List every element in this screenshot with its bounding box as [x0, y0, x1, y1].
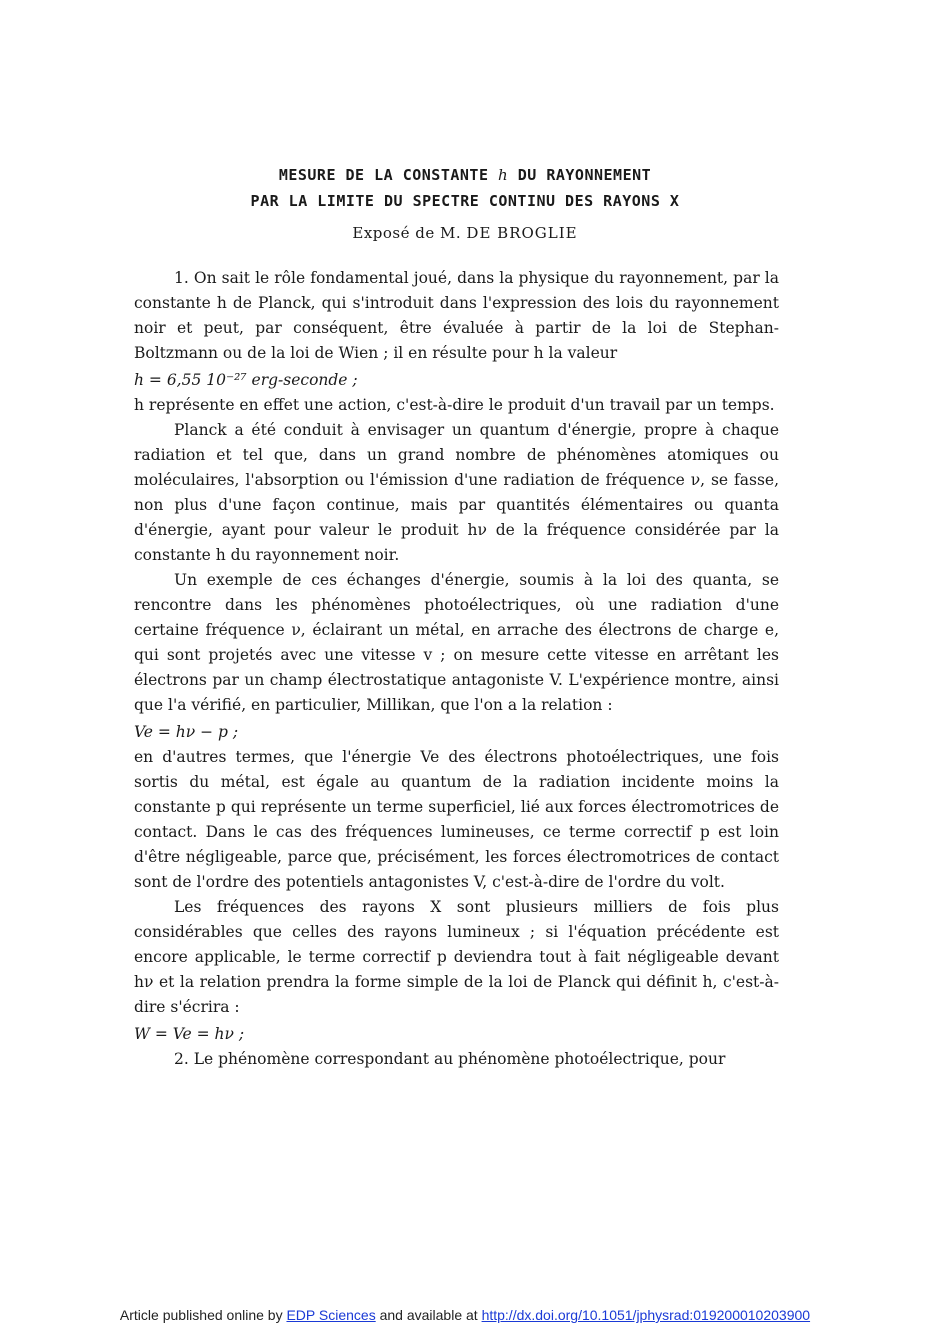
paragraph-5: en d'autres termes, que l'énergie Ve des électrons photoélectriques, une fois sortis du métal, est égale au quantum de la radiation incidente moins la constante p qui représente un terme superficiel, lié aux forces électromotrices de contact. Dans le cas des fréquences lumineuses, ce terme correctif p est loin d'être négligeable, parce que, précisément, les forces électromotrices de contact sont de l'ordre des potentiels antagonistes V, c'est-à-dire de l'ordre du volt.: [134, 748, 779, 891]
author-line: [0, 224, 930, 242]
title-text-part-a: MESURE DE LA CONSTANTE: [278, 166, 499, 184]
publisher-link[interactable]: EDP Sciences: [286, 1307, 376, 1323]
paragraph-6: Les fréquences des rayons X sont plusieurs milliers de fois plus considérables que celles des rayons lumineux ; si l'équation précédente est encore applicable, le terme correctif p deviendra tout à fait négligeable devant hν et la relation prendra la forme simple de la loi de Planck qui définit h, c'est-à-dire s'écrira :: [134, 898, 779, 1016]
paragraph-3: Planck a été conduit à envisager un quantum d'énergie, propre à chaque radiation et tel que, dans un grand nombre de phénomènes atomiques ou moléculaires, l'absorption ou l'émission d'une radiation de fréquence ν, se fasse, non plus d'une façon continue, mais par quantités élémentaires ou quanta d'énergie, ayant pour valeur le produit hν de la fréquence considérée par la constante h du rayonnement noir.: [134, 421, 779, 564]
title-text-part-b: DU RAYONNEMENT: [508, 166, 652, 184]
paragraph-4: Un exemple de ces échanges d'énergie, soumis à la loi des quanta, se rencontre dans les phénomènes photoélectriques, où une radiation d'une certaine fréquence ν, éclairant un métal, en arrache des électrons de charge e, qui sont projetés avec une vitesse v ; on mesure cette vitesse en arrêtant les électrons par un champ électrostatique antagoniste V. L'expérience montre, ainsi que l'a vérifié, en particulier, Millikan, que l'on a la relation :: [134, 571, 779, 714]
equation-planck-constant: h = 6,55 10⁻²⁷ erg-seconde ;: [134, 371, 358, 389]
article-title-line-1: [0, 166, 930, 184]
author-name: DE BROGLIE: [466, 224, 578, 242]
equation-planck-law: W = Ve = hν ;: [134, 1025, 245, 1043]
article-title-line-2: PAR LA LIMITE DU SPECTRE CONTINU DES RAYONS X: [250, 192, 680, 210]
equation-photoelectric: Ve = hν − p ;: [134, 723, 239, 741]
footer-text-available: and available at: [375, 1307, 482, 1323]
paragraph-7: 2. Le phénomène correspondant au phénomène photoélectrique, pour: [174, 1050, 726, 1068]
title-symbol-h: h: [498, 166, 509, 184]
doi-link[interactable]: http://dx.doi.org/10.1051/jphysrad:019200010203900: [481, 1307, 811, 1323]
paragraph-2: h représente en effet une action, c'est-à-dire le produit d'un travail par un temps.: [134, 396, 775, 414]
paragraph-1: 1. On sait le rôle fondamental joué, dans la physique du rayonnement, par la constante h de Planck, qui s'introduit dans l'expression des lois du rayonnement noir et peut, par conséquent, être évaluée à partir de la loi de Stephan-Boltzmann ou de la loi de Wien ; il en résulte pour h la valeur: [134, 269, 779, 362]
article-body: [134, 266, 779, 1072]
footer-text-published: Article published online by: [119, 1307, 287, 1323]
publication-footer: [0, 1307, 930, 1323]
author-prefix: Exposé de M.: [352, 224, 467, 242]
